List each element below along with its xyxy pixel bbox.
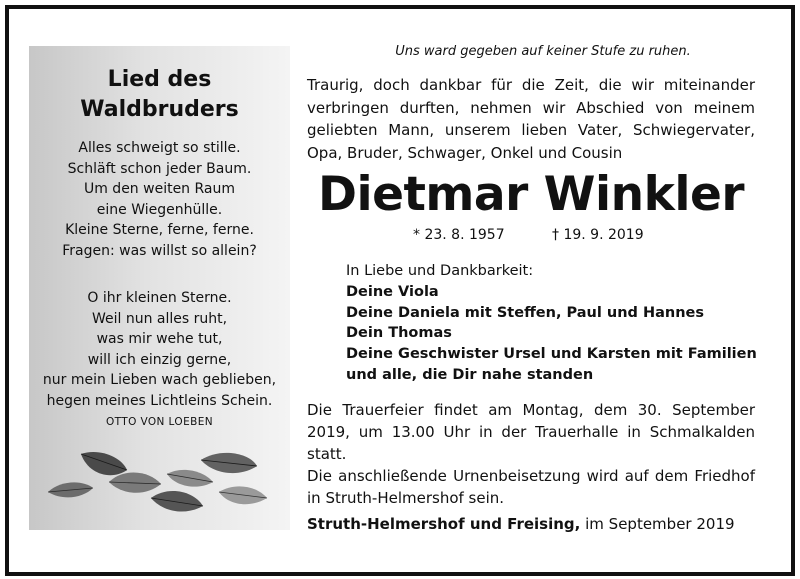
leaf-icon: [109, 472, 161, 492]
service-info: [307, 399, 755, 509]
poem-title-line1: Lied des: [107, 67, 212, 92]
signature-date: im September 2019: [580, 515, 735, 533]
poem-line: was mir wehe tut,: [96, 331, 223, 348]
funeral-text: Die Trauerfeier findet am Montag, dem 30. September 2019, um 13.00 Uhr in der Trauerhalle in Schmalkalden statt.: [307, 401, 755, 463]
urn-burial-text: Die anschließende Urnenbeisetzung wird auf dem Friedhof in Struth-Helmershof sein.: [307, 467, 755, 507]
poem-title-line2: Waldbruders: [80, 97, 239, 122]
poem-line: O ihr kleinen Sterne.: [87, 290, 232, 306]
poem-line: eine Wiegenhülle.: [96, 201, 223, 218]
poem-line: will ich einzig gerne,: [87, 351, 232, 368]
leaf-icon: [167, 470, 213, 487]
motto: Uns ward gegeben auf keiner Stufe zu ruhen.: [395, 44, 691, 59]
poem-author: OTTO VON LOEBEN: [105, 416, 214, 428]
leaf-icon: [81, 452, 127, 475]
intro-text: Traurig, doch dankbar für die Zeit, die wir miteinander verbringen durften, nehmen wir Abschied von meinem geliebten Mann, unserem lieben Vater, Schwiegervater, Opa, Bruder, Schwager, Onkel und Cousin: [307, 76, 755, 162]
mourner-line: Deine Daniela mit Steffen, Paul und Hannes: [346, 304, 704, 321]
poem-title: [29, 65, 290, 125]
mourner-line: Dein Thomas: [346, 325, 452, 342]
poem-line: nur mein Lieben wach geblieben,: [42, 372, 277, 389]
mourners-block: [346, 261, 766, 386]
poem-line: Fragen: was willst so allein?: [62, 242, 257, 259]
poem-line: Schläft schon jeder Baum.: [67, 160, 252, 177]
mourner-line: und alle, die Dir nahe standen: [346, 366, 594, 383]
birth-date: * 23. 8. 1957: [413, 227, 505, 243]
poem-stanza-1: [29, 138, 290, 262]
leaf-icon: [151, 491, 203, 512]
signature-places: Struth-Helmershof und Freising,: [307, 515, 581, 533]
death-date: † 19. 9. 2019: [552, 227, 644, 243]
poem-line: Alles schweigt so stille.: [78, 140, 241, 156]
poem-box: [29, 46, 290, 530]
poem-line: Um den weiten Raum: [83, 181, 236, 198]
poem-stanza-2: [29, 288, 290, 412]
poem-line: Weil nun alles ruht,: [91, 310, 228, 327]
leaf-icon: [201, 453, 257, 473]
mourner-line: Deine Viola: [346, 283, 439, 300]
poem-line: hegen meines Lichtleins Schein.: [46, 392, 273, 409]
mourners-lead: In Liebe und Dankbarkeit:: [346, 263, 534, 279]
leaf-icon: [48, 482, 93, 497]
deceased-name: Dietmar Winkler: [317, 167, 745, 222]
leaves-illustration: [43, 446, 273, 521]
poem-line: Kleine Sterne, ferne, ferne.: [65, 222, 254, 239]
signature-line: [307, 515, 755, 533]
leaf-icon: [219, 486, 267, 504]
mourner-line: Deine Geschwister Ursel und Karsten mit Familien: [346, 346, 757, 363]
